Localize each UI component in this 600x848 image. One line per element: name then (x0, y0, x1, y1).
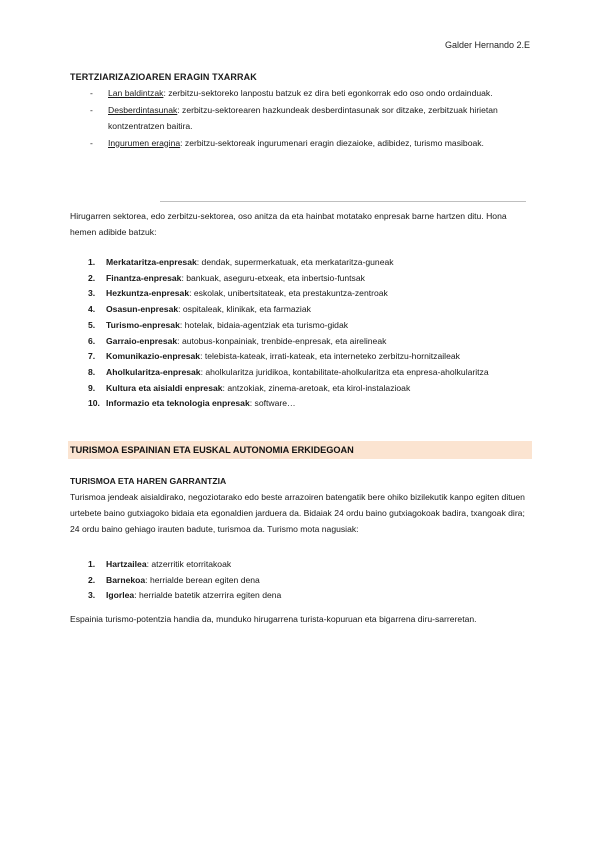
header-author: Galder Hernando 2.E (444, 40, 530, 50)
list-item (88, 334, 538, 350)
list-term: Osasun-enpresak (106, 304, 179, 315)
list-term: Finantza-enpresak (106, 272, 182, 283)
list-term: Hezkuntza-enpresak (106, 288, 190, 299)
list-number: 5. (88, 319, 96, 330)
dash-marker: - (90, 105, 93, 115)
list-item (88, 588, 538, 604)
list-term: Ingurumen eragina (108, 137, 181, 148)
list-text: : herrialde berean egiten dena (145, 574, 260, 585)
list-text: : software… (249, 398, 296, 409)
intro-paragraph: Hirugarren sektorea, edo zerbitzu-sektorea, oso anitza da eta hainbat motatako enpresak barne hartzen ditu. Hona hemen adibide batzuk: (70, 211, 507, 237)
list-item (88, 349, 538, 365)
section-title-negative-effects: TERTZIARIZAZIOAREN ERAGIN TXARRAK (70, 72, 257, 82)
list-item (88, 365, 538, 381)
list-text: : aholkularitza juridikoa, kontabilitate-aholkularitza eta enpresa-aholkularitza (200, 366, 489, 377)
tourism-types-list (88, 557, 538, 604)
list-item (88, 302, 538, 318)
list-text: : ospitaleak, klinikak, eta farmaziak (178, 304, 311, 315)
list-term: Informazio eta teknologia enpresak (106, 398, 250, 409)
list-number: 3. (88, 590, 96, 601)
list-text: : antzokiak, zinema-aretoak, eta kirol-instalazioak (222, 382, 411, 393)
list-item (90, 103, 540, 134)
list-item (88, 318, 538, 334)
list-term: Kultura eta aisialdi enpresak (106, 382, 223, 393)
list-text: : zerbitzu-sektorearen hazkundeak desberdintasunak sor ditzake, zerbitzuak hirietan kontzentratzen baitira. (108, 105, 498, 131)
list-text: : zerbitzu-sektoreko lanpostu batzuk ez dira beti egonkorrak edo oso ondo ordainduak. (163, 88, 493, 98)
list-item (88, 396, 538, 412)
list-term: Turismo-enpresak (106, 319, 180, 330)
list-item (88, 286, 538, 302)
list-number: 2. (88, 574, 96, 585)
list-number: 1. (88, 559, 96, 569)
list-term: Garraio-enpresak (106, 335, 178, 346)
subheading-tourism-importance: TURISMOA ETA HAREN GARRANTZIA (70, 476, 227, 486)
list-item (88, 381, 538, 397)
list-term: Igorlea (106, 590, 135, 601)
list-text: : bankuak, aseguru-etxeak, eta inbertsio-funtsak (181, 272, 365, 283)
list-term: Aholkularitza-enpresak (106, 366, 201, 377)
dash-marker: - (90, 137, 93, 148)
list-term: Desberdintasunak (108, 105, 178, 115)
list-term: Barnekoa (106, 574, 146, 585)
list-number: 1. (88, 257, 96, 267)
list-item (88, 255, 538, 271)
list-item (88, 271, 538, 287)
list-text: : eskolak, unibertsitateak, eta prestakuntza-zentroak (189, 288, 388, 299)
list-number: 4. (88, 304, 96, 315)
list-term: Merkataritza-enpresak (106, 257, 197, 267)
list-term: Komunikazio-enpresak (106, 351, 201, 362)
list-number: 10. (88, 398, 100, 409)
list-item (88, 557, 538, 573)
list-item (88, 573, 538, 589)
list-number: 7. (88, 351, 96, 362)
list-number: 9. (88, 382, 96, 393)
list-term: Lan baldintzak (108, 88, 164, 98)
list-text: : herrialde batetik atzerrira egiten dena (134, 590, 282, 601)
list-text: : zerbitzu-sektoreak ingurumenari eragin diezaioke, adibidez, turismo masiboak. (180, 137, 484, 148)
list-number: 3. (88, 288, 96, 299)
closing-paragraph: Espainia turismo-potentzia handia da, munduko hirugarrena turista-kopuruan eta bigarrena diru-sarreretan. (70, 614, 477, 624)
section-heading-tourism: TURISMOA ESPAINIAN ETA EUSKAL AUTONOMIA ERKIDEGOAN (70, 445, 354, 455)
list-text: : dendak, supermerkatuak, eta merkataritza-guneak (196, 257, 394, 267)
list-number: 6. (88, 335, 96, 346)
list-text: : atzerritik etorritakoak (146, 559, 232, 569)
list-text: : autobus-konpainiak, trenbide-enpresak, eta airelineak (177, 335, 387, 346)
list-number: 8. (88, 366, 96, 377)
separator-line (160, 201, 526, 202)
tourism-paragraph: Turismoa jendeak aisialdirako, negoziotarako edo beste arrazoiren batengatik bere ohiko bizilekutik kanpo egiten dituen urtebete baino gutxiagoko bidaia eta egonaldien jarduera da. Bidaiak 24 ordu baino gutxiagokoak badira, txangoak dira; 24 ordu baino gehiago irauten badute, turismoa da. Turismo mota nagusiak: (70, 492, 525, 534)
list-term: Hartzailea (106, 559, 147, 569)
list-number: 2. (88, 272, 96, 283)
list-text: : telebista-kateak, irrati-kateak, eta interneteko zerbitzu-hornitzaileak (200, 351, 460, 362)
list-text: : hotelak, bidaia-agentziak eta turismo-gidak (179, 319, 349, 330)
dash-marker: - (90, 88, 93, 98)
list-item (90, 136, 540, 152)
company-types-list (88, 255, 538, 412)
negative-effects-list (90, 86, 540, 153)
list-item (90, 86, 540, 102)
